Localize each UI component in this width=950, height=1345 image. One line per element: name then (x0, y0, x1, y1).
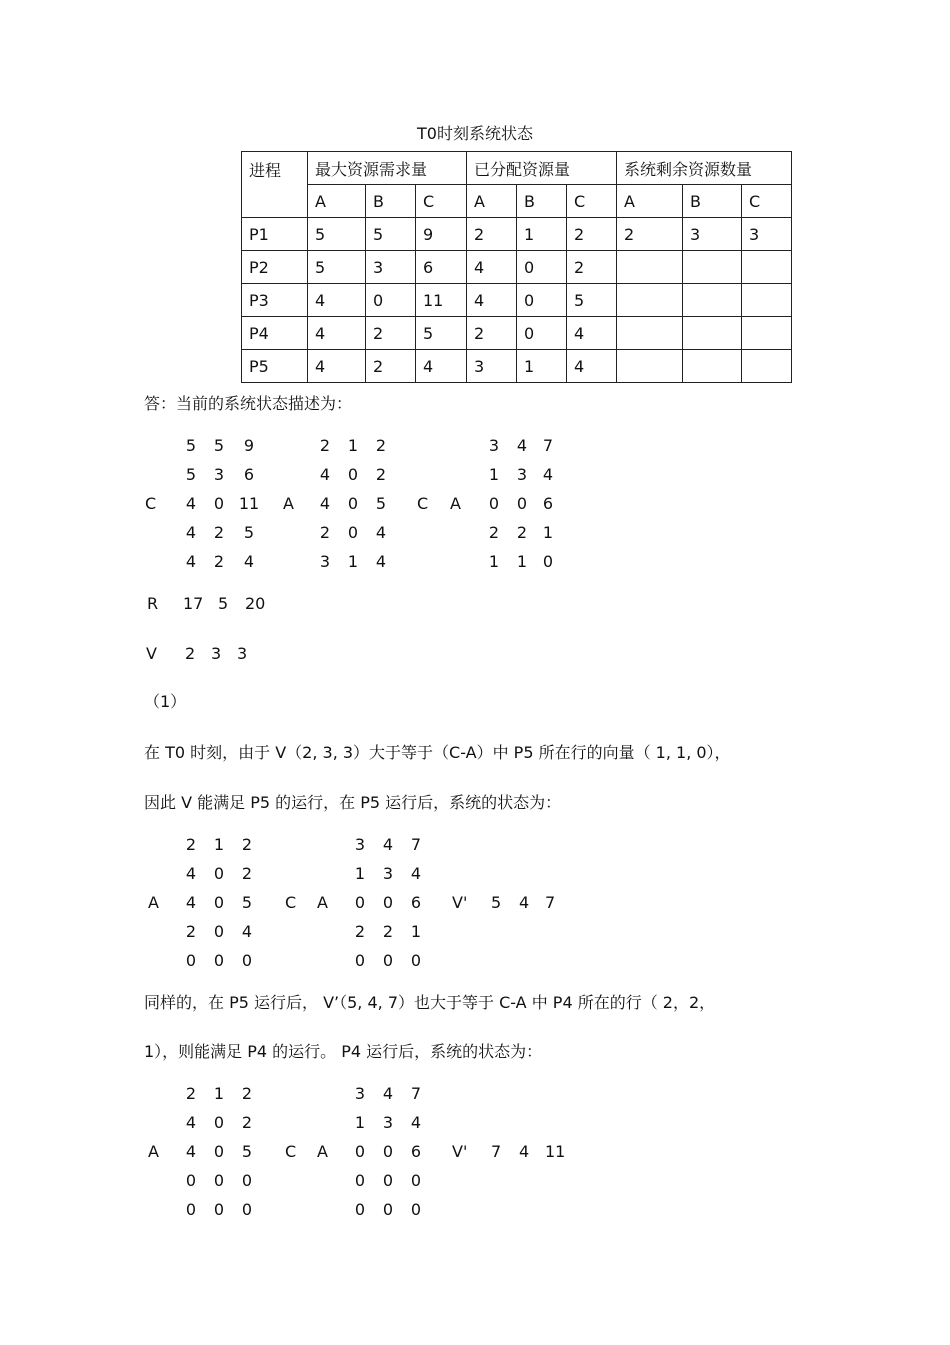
matrix-cell: 0 (185, 951, 197, 970)
vector-v-prime-value: 4 (519, 1142, 530, 1161)
subheader-cell: C (567, 185, 617, 218)
table-cell: 3 (742, 218, 792, 251)
resource-table (241, 151, 792, 383)
vector-v-value: 2 (185, 644, 196, 663)
table-cell: 4 (567, 317, 617, 350)
matrix-cell: 1 (347, 436, 359, 455)
matrix-cell: 2 (516, 523, 528, 542)
matrix-cell: 4 (185, 1113, 197, 1132)
matrix-cell: 2 (375, 465, 387, 484)
matrix-cell: 0 (347, 494, 359, 513)
matrix-cell: 3 (213, 465, 225, 484)
matrix-cell: 2 (319, 436, 331, 455)
table-cell: 3 (366, 251, 416, 284)
table-cell: 2 (617, 218, 683, 251)
answer-intro: 答：当前的系统状态描述为： (144, 394, 353, 413)
subheader-cell: C (742, 185, 792, 218)
table-cell: 2 (366, 350, 416, 383)
matrix-cell: 0 (354, 1171, 366, 1190)
header-allocated: 已分配资源量 (467, 152, 617, 185)
matrix-cell: 0 (347, 465, 359, 484)
header-available: 系统剩余资源数量 (617, 152, 792, 185)
matrix-cell: 4 (410, 864, 422, 883)
paragraph-2-line-2: 1），则能满足 P4 的运行。 P4 运行后，系统的状态为： (144, 1042, 543, 1061)
matrix-cell: 2 (382, 922, 394, 941)
table-cell: 0 (517, 251, 567, 284)
table-cell: 4 (467, 251, 517, 284)
table-cell: 1 (517, 218, 567, 251)
matrix-cell: 0 (241, 1171, 253, 1190)
table-cell (742, 284, 792, 317)
matrix-cell: 0 (410, 1200, 422, 1219)
matrix-label-a: A (283, 494, 294, 513)
table-cell (742, 350, 792, 383)
table-title: T0时刻系统状态 (417, 124, 533, 143)
table-cell: 0 (366, 284, 416, 317)
matrix-cell: 0 (382, 893, 394, 912)
table-cell (742, 251, 792, 284)
matrix-cell: 7 (410, 1084, 422, 1103)
table-cell: 11 (416, 284, 467, 317)
matrix-cell: 2 (354, 922, 366, 941)
matrix-cell: 0 (410, 1171, 422, 1190)
table-cell (683, 317, 742, 350)
matrix-label-c-minus: C (285, 1142, 297, 1161)
matrix-cell: 4 (185, 552, 197, 571)
matrix-label-a: A (148, 1142, 159, 1161)
table-cell: 0 (517, 317, 567, 350)
matrix-cell: 4 (241, 922, 253, 941)
matrix-cell: 4 (410, 1113, 422, 1132)
table-cell (683, 251, 742, 284)
vector-label-v: V (146, 644, 157, 663)
matrix-cell: 0 (185, 1171, 197, 1190)
matrix-cell: 4 (319, 494, 331, 513)
table-cell: 2 (567, 251, 617, 284)
matrix-cell: 0 (213, 922, 225, 941)
subheader-cell: A (617, 185, 683, 218)
matrix-label-a-minus: A (317, 1142, 328, 1161)
matrix-cell: 5 (241, 1142, 253, 1161)
subheader-cell: B (366, 185, 416, 218)
table-row (242, 284, 792, 317)
vector-v-value: 3 (211, 644, 222, 663)
vector-v-prime-value: 7 (491, 1142, 502, 1161)
table-cell: 2 (467, 218, 517, 251)
matrix-cell: 4 (185, 523, 197, 542)
vector-label-v-prime: V' (452, 893, 468, 912)
matrix-cell: 0 (241, 951, 253, 970)
matrix-cell: 4 (542, 465, 554, 484)
vector-v-prime-value: 5 (491, 893, 502, 912)
table-cell: 4 (416, 350, 467, 383)
matrix-cell: 7 (542, 436, 554, 455)
matrix-cell: 2 (241, 864, 253, 883)
table-row (242, 317, 792, 350)
table-cell (617, 317, 683, 350)
table-cell: 4 (308, 350, 366, 383)
table-cell: 4 (308, 284, 366, 317)
matrix-cell: 1 (516, 552, 528, 571)
table-row (242, 350, 792, 383)
vector-v-value: 3 (237, 644, 248, 663)
matrix-cell: 1 (488, 552, 500, 571)
matrix-cell: 1 (354, 1113, 366, 1132)
header-max-demand: 最大资源需求量 (308, 152, 467, 185)
matrix-label-c-minus: C (417, 494, 429, 513)
paragraph-2-line-1: 同样的，在 P5 运行后， V’（5, 4, 7）也大于等于 C-A 中 P4 所在的行（ 2，2， (144, 993, 716, 1012)
matrix-cell: 0 (410, 951, 422, 970)
matrix-cell: 0 (382, 1142, 394, 1161)
vector-label-v-prime: V' (452, 1142, 468, 1161)
matrix-cell: 0 (213, 1200, 225, 1219)
matrix-cell: 4 (382, 1084, 394, 1103)
table-cell: 3 (683, 218, 742, 251)
table-cell (683, 350, 742, 383)
matrix-label-c-minus: C (285, 893, 297, 912)
matrix-cell: 6 (410, 893, 422, 912)
matrix-cell: 2 (185, 922, 197, 941)
table-cell (742, 317, 792, 350)
matrix-cell: 0 (542, 552, 554, 571)
matrix-cell: 0 (213, 1171, 225, 1190)
part-label: （1） (144, 692, 187, 711)
vector-r-value: 17 (183, 594, 204, 613)
matrix-cell: 6 (243, 465, 255, 484)
matrix-cell: 0 (213, 494, 225, 513)
matrix-cell: 4 (185, 494, 197, 513)
matrix-cell: 4 (243, 552, 255, 571)
matrix-cell: 0 (382, 951, 394, 970)
matrix-label-c: C (145, 494, 157, 513)
vector-label-r: R (147, 594, 159, 613)
subheader-cell: A (467, 185, 517, 218)
matrix-cell: 2 (213, 523, 225, 542)
table-cell: 2 (366, 317, 416, 350)
vector-v-prime-value: 7 (545, 893, 556, 912)
matrix-cell: 2 (375, 436, 387, 455)
matrix-label-a: A (148, 893, 159, 912)
matrix-cell: 0 (354, 951, 366, 970)
matrix-cell: 0 (213, 864, 225, 883)
matrix-cell: 1 (213, 1084, 225, 1103)
table-cell: 5 (366, 218, 416, 251)
table-cell (617, 284, 683, 317)
matrix-cell: 1 (488, 465, 500, 484)
vector-r-value: 20 (245, 594, 266, 613)
table-cell: 6 (416, 251, 467, 284)
matrix-cell: 4 (185, 1142, 197, 1161)
matrix-cell: 3 (382, 864, 394, 883)
matrix-cell: 0 (488, 494, 500, 513)
matrix-cell: 9 (243, 436, 255, 455)
table-cell: 1 (517, 350, 567, 383)
process-name-cell: P5 (242, 350, 308, 383)
matrix-cell: 2 (213, 552, 225, 571)
matrix-cell: 3 (354, 1084, 366, 1103)
table-subheader-row (242, 185, 792, 218)
table-cell: 9 (416, 218, 467, 251)
table-cell: 0 (517, 284, 567, 317)
matrix-cell: 1 (542, 523, 554, 542)
table-cell: 5 (308, 251, 366, 284)
matrix-cell: 2 (241, 835, 253, 854)
matrix-cell: 3 (319, 552, 331, 571)
matrix-cell: 4 (516, 436, 528, 455)
process-name-cell: P3 (242, 284, 308, 317)
matrix-cell: 2 (319, 523, 331, 542)
subheader-cell: B (517, 185, 567, 218)
matrix-cell: 0 (185, 1200, 197, 1219)
table-cell: 2 (467, 317, 517, 350)
matrix-cell: 0 (382, 1200, 394, 1219)
table-cell (617, 251, 683, 284)
matrix-cell: 6 (542, 494, 554, 513)
table-header-row (242, 152, 792, 185)
matrix-cell: 4 (185, 864, 197, 883)
paragraph-1-line-2: 因此 V 能满足 P5 的运行，在 P5 运行后，系统的状态为： (144, 793, 562, 812)
table-cell: 4 (467, 284, 517, 317)
matrix-cell: 0 (354, 1142, 366, 1161)
table-cell: 2 (567, 218, 617, 251)
table-cell: 3 (467, 350, 517, 383)
process-name-cell: P4 (242, 317, 308, 350)
matrix-cell: 1 (354, 864, 366, 883)
matrix-cell: 0 (213, 951, 225, 970)
matrix-cell: 0 (382, 1171, 394, 1190)
matrix-cell: 0 (354, 1200, 366, 1219)
matrix-cell: 5 (185, 436, 197, 455)
matrix-cell: 0 (213, 893, 225, 912)
table-row (242, 251, 792, 284)
matrix-cell: 2 (185, 835, 197, 854)
matrix-cell: 5 (375, 494, 387, 513)
matrix-cell: 7 (410, 835, 422, 854)
process-name-cell: P2 (242, 251, 308, 284)
matrix-cell: 2 (241, 1113, 253, 1132)
matrix-cell: 4 (375, 552, 387, 571)
subheader-cell: B (683, 185, 742, 218)
subheader-cell: C (416, 185, 467, 218)
matrix-cell: 2 (488, 523, 500, 542)
vector-r-value: 5 (218, 594, 229, 613)
matrix-label-a-minus: A (317, 893, 328, 912)
matrix-cell: 5 (241, 893, 253, 912)
table-cell (617, 350, 683, 383)
matrix-cell: 1 (410, 922, 422, 941)
matrix-cell: 4 (375, 523, 387, 542)
matrix-cell: 4 (382, 835, 394, 854)
matrix-cell: 2 (241, 1084, 253, 1103)
matrix-cell: 3 (516, 465, 528, 484)
table-cell: 5 (567, 284, 617, 317)
matrix-cell: 1 (213, 835, 225, 854)
vector-v-prime-value: 11 (545, 1142, 566, 1161)
matrix-cell: 0 (213, 1142, 225, 1161)
matrix-cell: 5 (243, 523, 255, 542)
table-cell: 4 (567, 350, 617, 383)
matrix-cell: 3 (382, 1113, 394, 1132)
matrix-cell: 3 (488, 436, 500, 455)
matrix-cell: 11 (238, 494, 260, 513)
table-cell (683, 284, 742, 317)
header-process: 进程 (242, 152, 308, 218)
matrix-cell: 5 (213, 436, 225, 455)
matrix-cell: 0 (354, 893, 366, 912)
matrix-cell: 5 (185, 465, 197, 484)
table-cell: 5 (308, 218, 366, 251)
matrix-cell: 4 (185, 893, 197, 912)
process-name-cell: P1 (242, 218, 308, 251)
table-cell: 5 (416, 317, 467, 350)
matrix-cell: 0 (347, 523, 359, 542)
matrix-cell: 4 (319, 465, 331, 484)
matrix-cell: 6 (410, 1142, 422, 1161)
table-row (242, 218, 792, 251)
table-cell: 4 (308, 317, 366, 350)
subheader-cell: A (308, 185, 366, 218)
vector-v-prime-value: 4 (519, 893, 530, 912)
matrix-cell: 0 (241, 1200, 253, 1219)
paragraph-1-line-1: 在 T0 时刻，由于 V（2, 3, 3）大于等于（C-A）中 P5 所在行的向量（ 1, 1, 0）， (144, 743, 731, 762)
matrix-cell: 1 (347, 552, 359, 571)
matrix-label-a-minus: A (450, 494, 461, 513)
matrix-cell: 3 (354, 835, 366, 854)
matrix-cell: 0 (516, 494, 528, 513)
matrix-cell: 2 (185, 1084, 197, 1103)
matrix-cell: 0 (213, 1113, 225, 1132)
